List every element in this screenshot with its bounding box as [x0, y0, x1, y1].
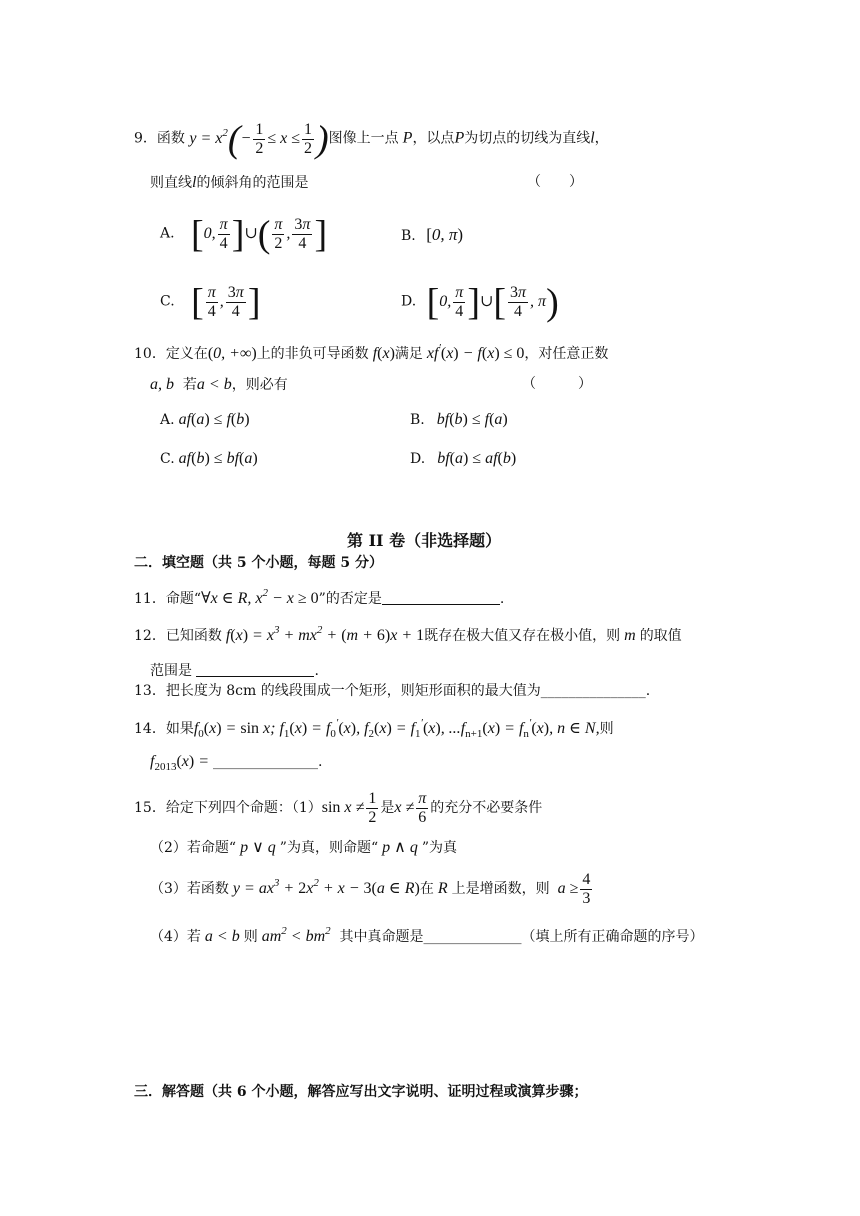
q15-answer-blank[interactable]: ______________: [423, 929, 522, 945]
q9-number: 9．: [134, 130, 157, 147]
q10-line2: a, b 若a < b，则必有: [150, 376, 288, 393]
q9-line1: 9．函数 $y = x^2(-$ $\frac{1}{2}$ ≤ x ≤ $\frac{1}{2}$ )图像上一点 P，以点P为切点的切线为直线l，: [134, 118, 609, 160]
q15-number: 15．: [134, 799, 166, 816]
q12-line1: 12．已知函数 $f(x) = x^3 + mx^2 + (m + 6)x + 1$既存在极大值又存在极小值，则 m 的取值: [134, 624, 682, 644]
q9-option-b: B. [0, π): [401, 225, 464, 244]
section2-heading: 二．填空题（共 5 个小题，每题 5 分）: [134, 555, 383, 571]
q14-line2: $f_{2013}(x)$ = _______________.: [150, 753, 323, 773]
q12-line2: 范围是 .: [150, 663, 319, 679]
q9-line2: 则直线l的倾斜角的范围是: [150, 174, 309, 191]
q14-answer-blank[interactable]: _______________: [213, 754, 319, 770]
q11-line: 11．命题“∀x ∈ R, $x^2 - x \ge 0$”的否定是 .: [134, 587, 505, 607]
q15-line2: （2）若命题“ p ∨ q ”为真，则命题“ p ∧ q ”为真: [150, 839, 458, 856]
q11-answer-blank[interactable]: [382, 590, 500, 605]
q12-number: 12．: [134, 628, 166, 644]
q10-option-a: A. af(a) ≤ f(b): [160, 411, 250, 428]
q10-line1: 10．定义在(0, +∞)上的非负可导函数 f(x)满足 xf′(x) − f(x) ≤ 0，对任意正数: [134, 342, 609, 362]
q9-option-c: C. [ $\frac{\pi}{4}$ , $\frac{3\pi}{4}$ ]: [160, 281, 261, 323]
q15-line4: （4）若 a < b 则 $am^2 < bm^2$ 其中真命题是______________（填上所有正确命题的序号）: [150, 925, 704, 945]
q10-number: 10．: [134, 346, 166, 362]
q10-option-c: C. af(b) ≤ bf(a): [160, 450, 258, 467]
q14-number: 14．: [134, 721, 166, 737]
q10-option-b: B. bf(b) ≤ f(a): [410, 411, 508, 428]
q11-number: 11．: [134, 591, 166, 607]
q9-function: $y = x^2(-$ $\frac{1}{2}$ ≤ x ≤ $\frac{1}{2}$ ): [189, 118, 329, 160]
q15-line3: （3）若函数 $y = ax^3 + 2x^2 + x - 3(a$ ∈ R)在 R 上是增函数，则 a ≥ $\frac{4}{3}$: [150, 871, 591, 907]
q10-option-d: D. bf(a) ≤ af(b): [410, 450, 517, 467]
q9-option-a: A. [0, $\frac{\pi}{4}$ ]∪( $\frac{\pi}{2}$ , $\frac{3\pi}{4}$ ]: [160, 213, 328, 255]
q10-paren: （ ）: [522, 376, 592, 392]
q9-paren: （ ）: [527, 174, 583, 190]
q12-answer-blank[interactable]: [196, 662, 314, 677]
part2-title: 第 II 卷（非选择题）: [347, 531, 502, 550]
q9-option-d: D. [0, $\frac{\pi}{4}$ ]∪[ $\frac{3\pi}{4}$ , π): [401, 281, 559, 323]
q13-answer-blank[interactable]: _______________: [540, 683, 646, 699]
q14-line1: 14．如果$f_0(x) = \sin x$; $f_1(x) = f_0'(x)$, $f_2(x) = f_1'(x)$, $...f_{n+1}(x) = f_n'(x)$, n ∈ N,则: [134, 717, 614, 740]
q13-number: 13．: [134, 683, 166, 699]
section3-heading: 三．解答题（共 6 个小题，解答应写出文字说明、证明过程或演算步骤；: [134, 1084, 588, 1100]
q15-line1: 15．给定下列四个命题：（1）sin x ≠ $\frac{1}{2}$ 是x ≠ $\frac{\pi}{6}$ 的充分不必要条件: [134, 790, 543, 826]
q13-line: 13．把长度为 8cm 的线段围成一个矩形，则矩形面积的最大值为_______________.: [134, 683, 651, 699]
